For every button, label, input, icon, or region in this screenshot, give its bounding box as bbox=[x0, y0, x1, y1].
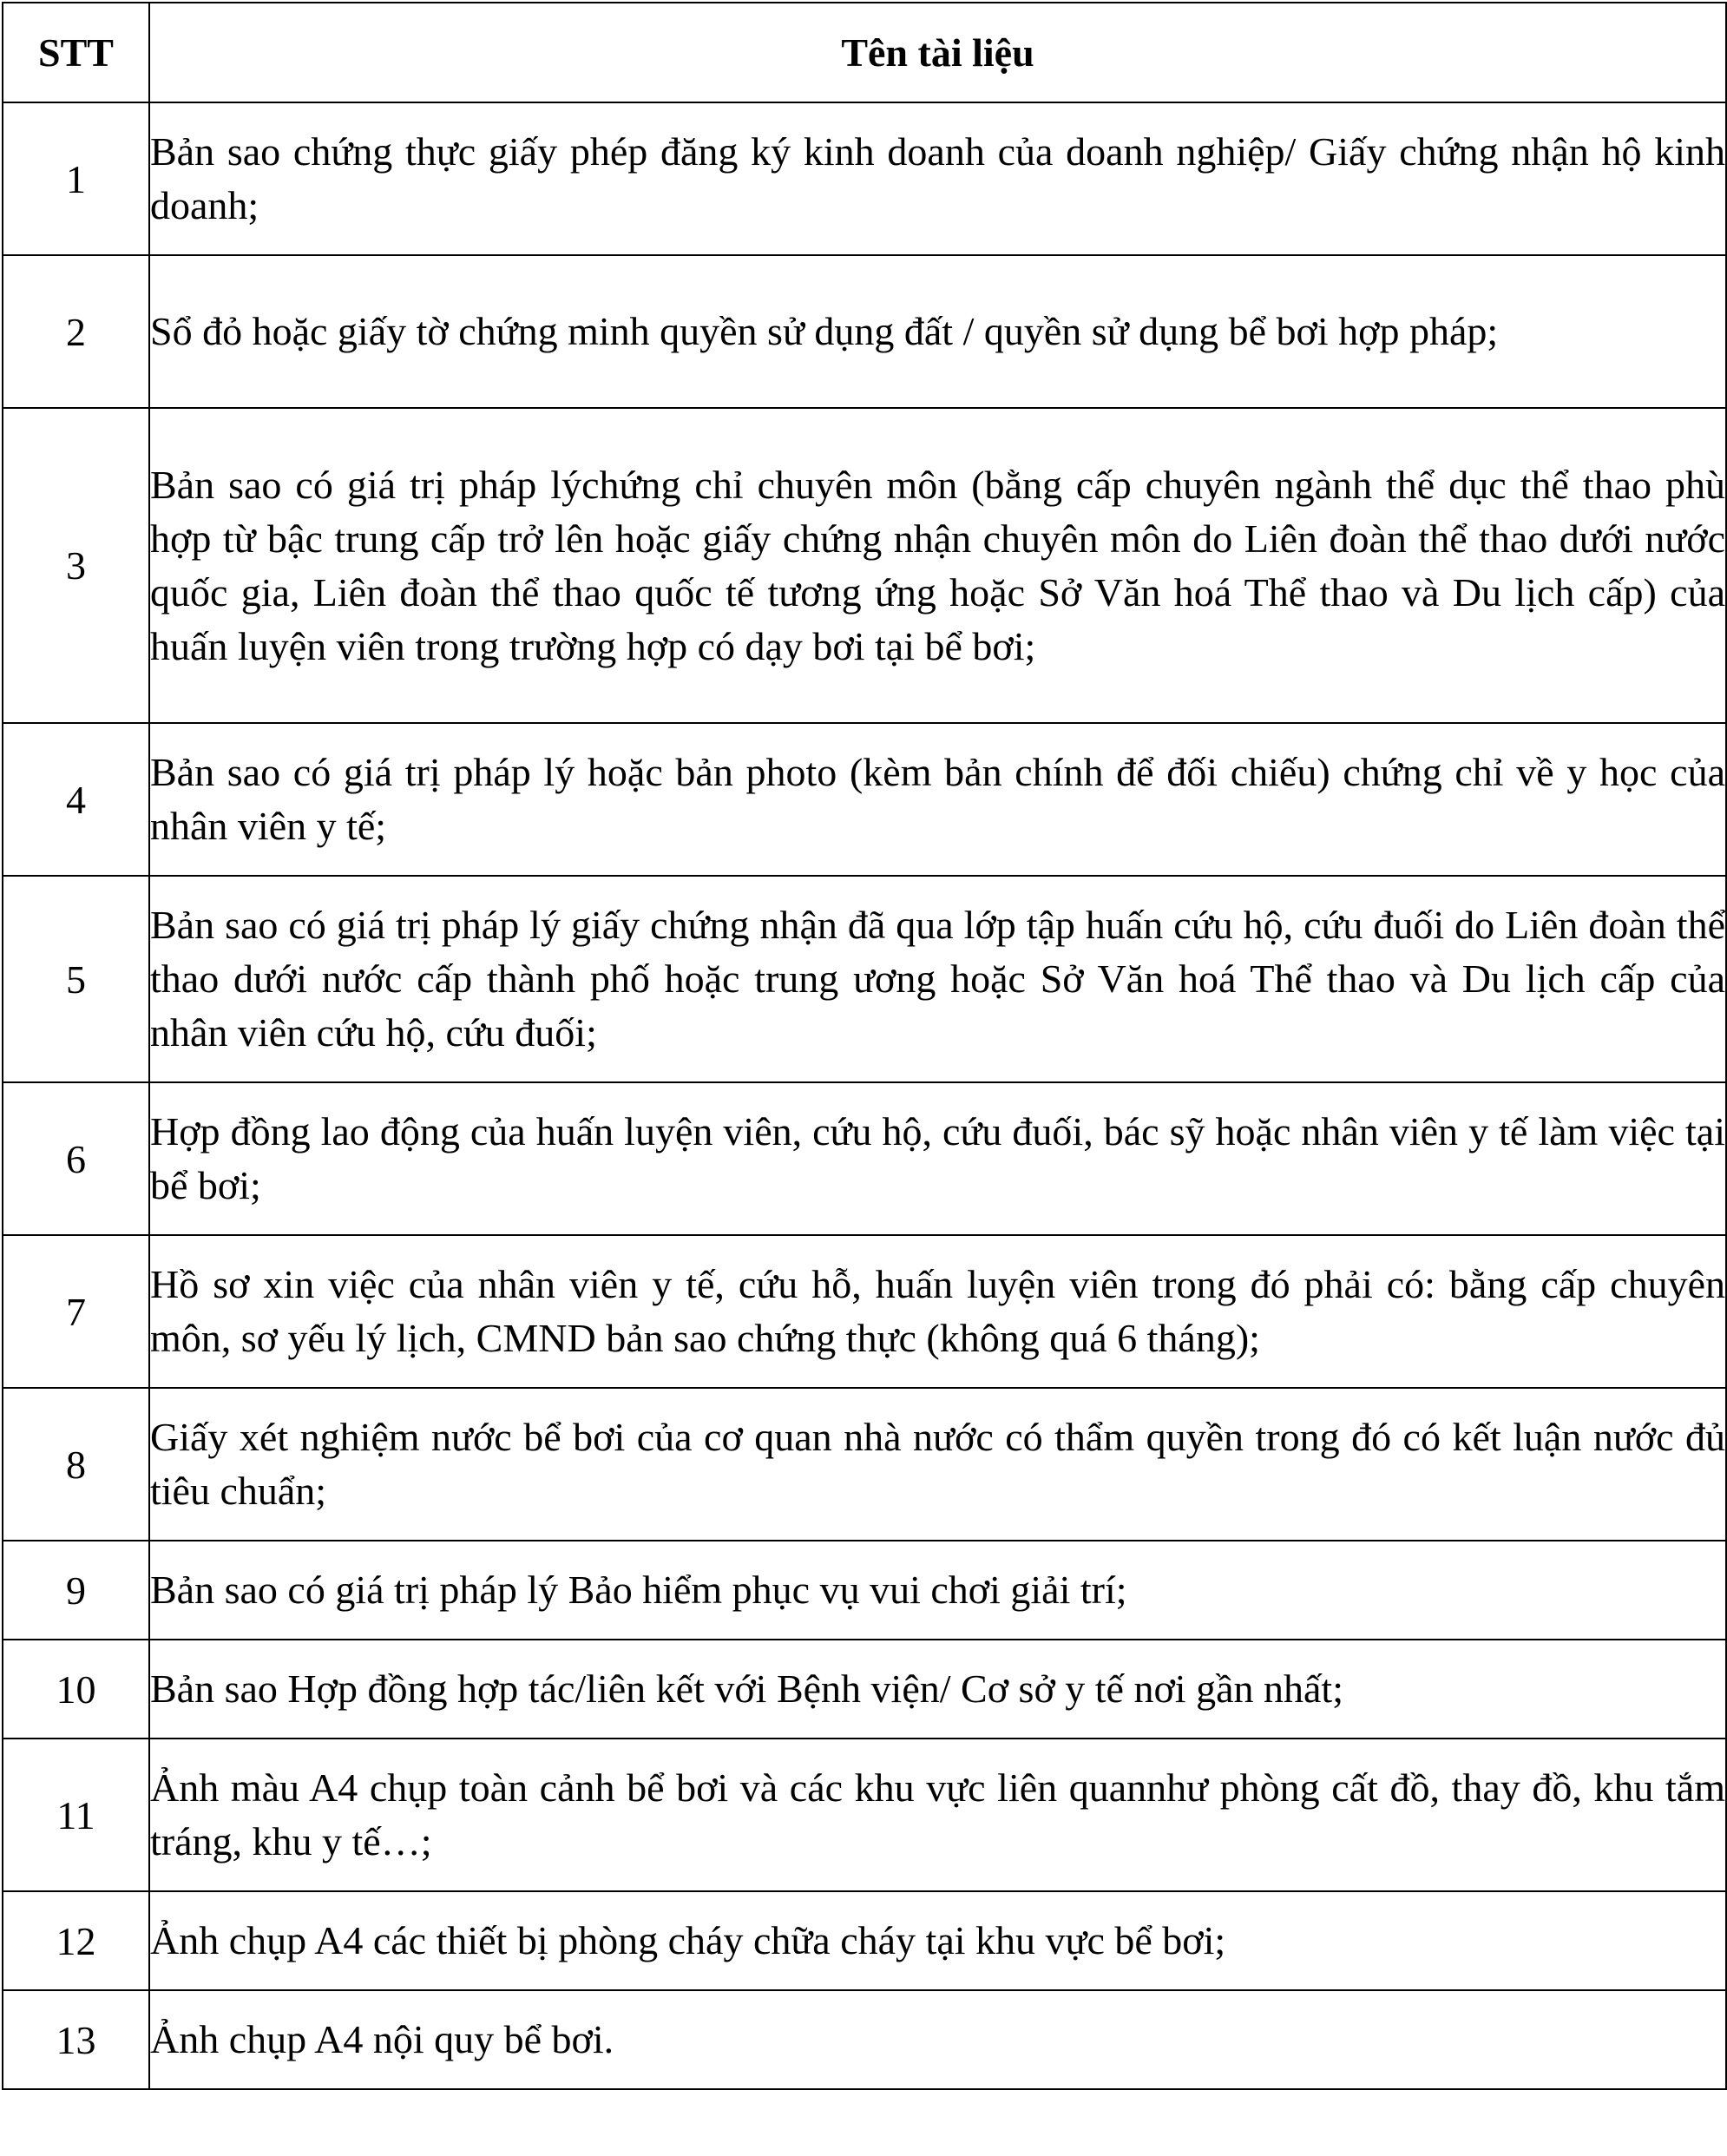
document-name: Giấy xét nghiệm nước bể bơi của cơ quan nhà nước có thẩm quyền trong đó có kết luận nước đủ tiêu chuẩn; bbox=[149, 1388, 1726, 1541]
row-number: 3 bbox=[3, 408, 149, 723]
table-row bbox=[3, 408, 1726, 723]
row-number: 10 bbox=[3, 1640, 149, 1739]
table-row bbox=[3, 102, 1726, 255]
table-row bbox=[3, 723, 1726, 876]
row-number: 12 bbox=[3, 1891, 149, 1990]
document-name: Bản sao có giá trị pháp lý hoặc bản photo (kèm bản chính để đối chiếu) chứng chỉ về y học của nhân viên y tế; bbox=[149, 723, 1726, 876]
table-row bbox=[3, 1082, 1726, 1235]
document-name: Hợp đồng lao động của huấn luyện viên, cứu hộ, cứu đuối, bác sỹ hoặc nhân viên y tế làm việc tại bể bơi; bbox=[149, 1082, 1726, 1235]
document-name: Ảnh chụp A4 nội quy bể bơi. bbox=[149, 1990, 1726, 2089]
document-name: Bản sao có giá trị pháp lýchứng chỉ chuyên môn (bằng cấp chuyên ngành thể dục thể thao phù hợp từ bậc trung cấp trở lên hoặc giấy chứng nhận chuyên môn do Liên đoàn thể thao dưới nước quốc gia, Liên đoàn thể thao quốc tế tương ứng hoặc Sở Văn hoá Thể thao và Du lịch cấp) của huấn luyện viên trong trường hợp có dạy bơi tại bể bơi; bbox=[149, 408, 1726, 723]
document-name: Bản sao có giá trị pháp lý giấy chứng nhận đã qua lớp tập huấn cứu hộ, cứu đuối do Liên đoàn thể thao dưới nước cấp thành phố hoặc trung ương hoặc Sở Văn hoá Thể thao và Du lịch cấp của nhân viên cứu hộ, cứu đuối; bbox=[149, 876, 1726, 1082]
document-table bbox=[2, 2, 1727, 2090]
table-row bbox=[3, 1739, 1726, 1891]
document-name: Bản sao chứng thực giấy phép đăng ký kinh doanh của doanh nghiệp/ Giấy chứng nhận hộ kinh doanh; bbox=[149, 102, 1726, 255]
header-stt: STT bbox=[3, 3, 149, 102]
row-number: 2 bbox=[3, 255, 149, 408]
table-row bbox=[3, 1388, 1726, 1541]
document-name: Bản sao Hợp đồng hợp tác/liên kết với Bệnh viện/ Cơ sở y tế nơi gần nhất; bbox=[149, 1640, 1726, 1739]
header-document-name: Tên tài liệu bbox=[149, 3, 1726, 102]
document-name: Hồ sơ xin việc của nhân viên y tế, cứu hỗ, huấn luyện viên trong đó phải có: bằng cấp chuyên môn, sơ yếu lý lịch, CMND bản sao chứng thực (không quá 6 tháng); bbox=[149, 1235, 1726, 1388]
document-name: Ảnh chụp A4 các thiết bị phòng cháy chữa cháy tại khu vực bể bơi; bbox=[149, 1891, 1726, 1990]
row-number: 1 bbox=[3, 102, 149, 255]
row-number: 9 bbox=[3, 1541, 149, 1640]
document-name: Sổ đỏ hoặc giấy tờ chứng minh quyền sử dụng đất / quyền sử dụng bể bơi hợp pháp; bbox=[149, 255, 1726, 408]
table-header-row bbox=[3, 3, 1726, 102]
table-row bbox=[3, 1640, 1726, 1739]
row-number: 13 bbox=[3, 1990, 149, 2089]
document-name: Bản sao có giá trị pháp lý Bảo hiểm phục vụ vui chơi giải trí; bbox=[149, 1541, 1726, 1640]
document-name: Ảnh màu A4 chụp toàn cảnh bể bơi và các khu vực liên quannhư phòng cất đồ, thay đồ, khu tắm tráng, khu y tế…; bbox=[149, 1739, 1726, 1891]
row-number: 5 bbox=[3, 876, 149, 1082]
table-row bbox=[3, 1235, 1726, 1388]
row-number: 8 bbox=[3, 1388, 149, 1541]
table-row bbox=[3, 1990, 1726, 2089]
row-number: 11 bbox=[3, 1739, 149, 1891]
row-number: 7 bbox=[3, 1235, 149, 1388]
table-row bbox=[3, 876, 1726, 1082]
table-row bbox=[3, 1541, 1726, 1640]
table-row bbox=[3, 255, 1726, 408]
table-row bbox=[3, 1891, 1726, 1990]
row-number: 4 bbox=[3, 723, 149, 876]
row-number: 6 bbox=[3, 1082, 149, 1235]
